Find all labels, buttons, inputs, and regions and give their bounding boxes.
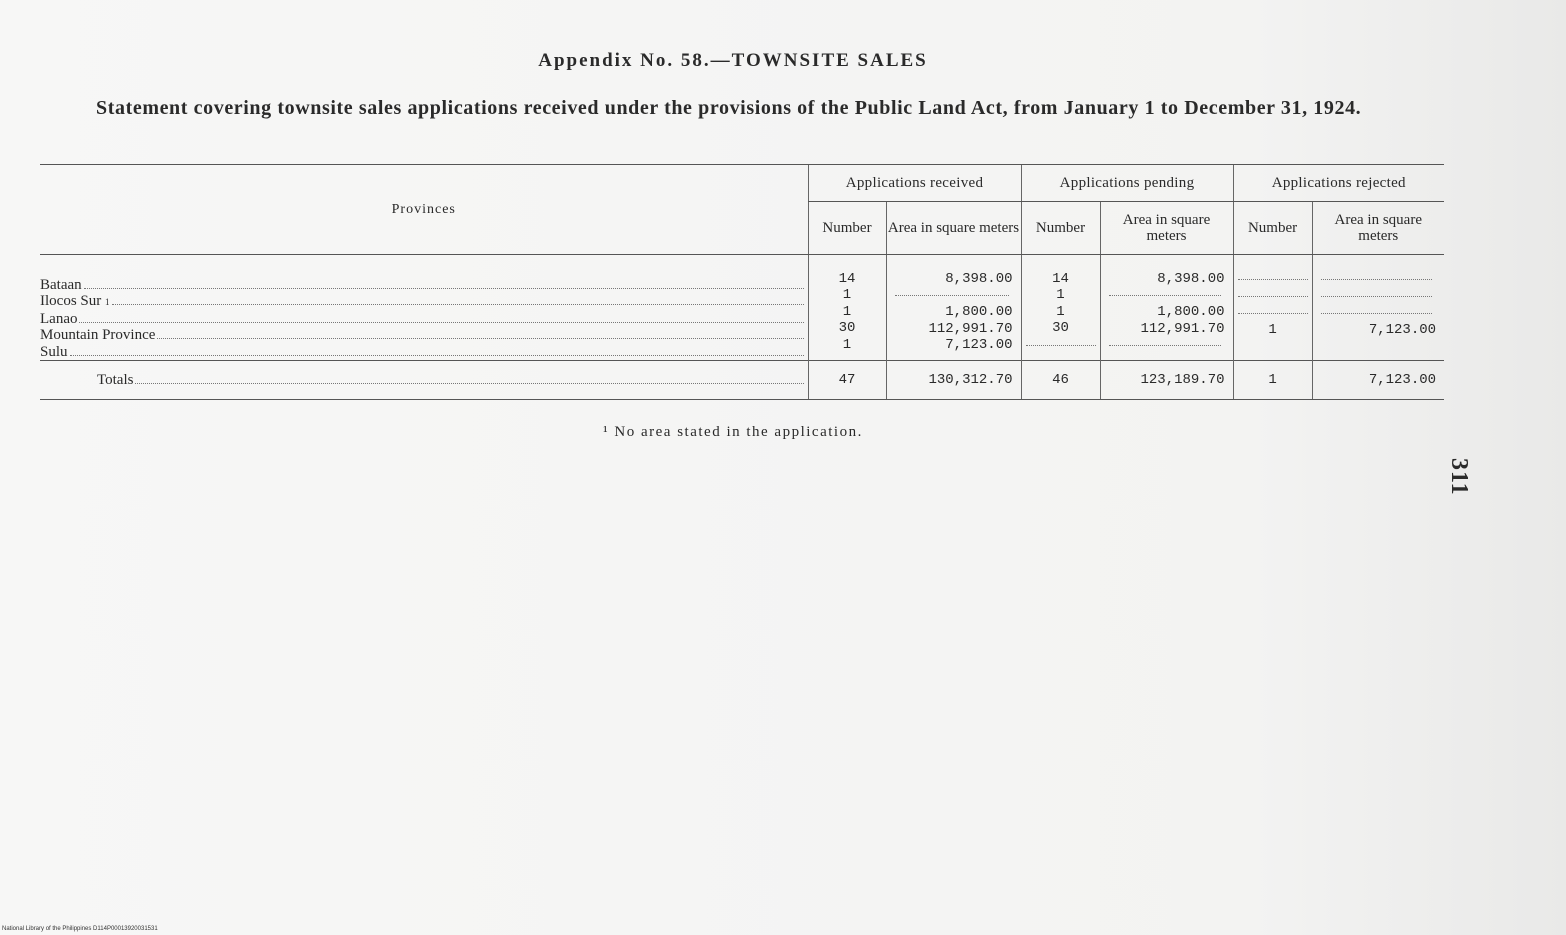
empty-cell-dots [1321,288,1433,297]
received-number-header: Number [808,202,886,255]
rejected-area-header: Area in square meters [1312,202,1444,255]
table-cell: 8,398.00 [1157,271,1225,287]
footnote: ¹ No area stated in the application. [603,424,863,440]
table-cell: 7,123.00 [1368,322,1437,338]
totals-rejected-area: 7,123.00 [1312,361,1444,400]
group-header-received: Applications received [808,165,1021,202]
table-cell: 30 [1052,320,1069,337]
table-cell: 1 [1056,303,1065,320]
totals-rejected-number: 1 [1233,361,1312,400]
empty-cell-dots [1109,337,1221,346]
provinces-header: Provinces [40,165,808,255]
townsite-sales-table-wrap [40,164,1444,400]
pending-number-column [1021,255,1100,361]
province-label-ilocos-sur: Ilocos Sur 1 [40,293,808,310]
empty-cell-dots [1238,305,1308,314]
table-cell: 1 [842,287,852,304]
province-label-mountain-province: Mountain Province [40,327,808,343]
table-cell: 14 [838,271,856,287]
rejected-number-column [1233,255,1312,361]
province-label-lanao: Lanao [40,311,808,327]
table-body-row [40,255,1444,361]
pending-area-column [1100,255,1233,361]
totals-received-area: 130,312.70 [886,361,1021,400]
province-label-bataan: Bataan [40,277,808,293]
table-cell: 8,398.00 [945,271,1013,287]
table-cell: 30 [838,320,856,337]
group-header-pending: Applications pending [1021,165,1233,202]
table-cell: 1 [842,336,852,353]
group-header-rejected: Applications rejected [1233,165,1444,202]
empty-cell-dots [1026,337,1096,346]
totals-pending-number: 46 [1021,361,1100,400]
empty-cell-dots [1321,271,1433,280]
pending-number-header: Number [1021,202,1100,255]
table-cell: 14 [1052,271,1069,287]
table-cell: 112,991.70 [928,320,1013,337]
table-cell: 7,123.00 [945,337,1013,354]
empty-cell-dots [1238,288,1308,297]
library-watermark-text: National Library of the Philippines D114P00013920031531 [2,926,158,932]
received-area-column [886,255,1021,361]
rejected-area-column [1312,255,1444,361]
empty-cell-dots [1109,287,1221,296]
empty-cell-dots [1238,271,1308,280]
province-label-sulu: Sulu [40,344,808,360]
page-title: Appendix No. 58.—TOWNSITE SALES [538,50,928,71]
received-number-column [808,255,886,361]
totals-row [40,361,1444,400]
totals-pending-area: 123,189.70 [1100,361,1233,400]
received-area-header: Area in square meters [886,202,1021,255]
table-cell: 1 [842,303,852,320]
totals-received-number: 47 [808,361,886,400]
table-cell: 1 [1268,322,1277,338]
table-cell: 1,800.00 [1157,304,1225,321]
rejected-number-header: Number [1233,202,1312,255]
footnote-marker: 1 [105,297,110,308]
table-cell: 1,800.00 [945,304,1013,321]
empty-cell-dots [1321,305,1433,314]
townsite-sales-table [40,164,1444,400]
empty-cell-dots [895,287,1009,296]
statement-text: Statement covering townsite sales applications received under the provisions of the Public Land Act, from January 1 to December 31, 1924. [96,97,1362,119]
totals-label-cell: Totals [40,361,808,400]
table-cell: 1 [1056,287,1065,304]
table-cell: 112,991.70 [1140,320,1225,337]
page-number: 311 [1446,458,1472,496]
pending-area-header: Area in square meters [1100,202,1233,255]
province-labels-cell [40,255,808,361]
